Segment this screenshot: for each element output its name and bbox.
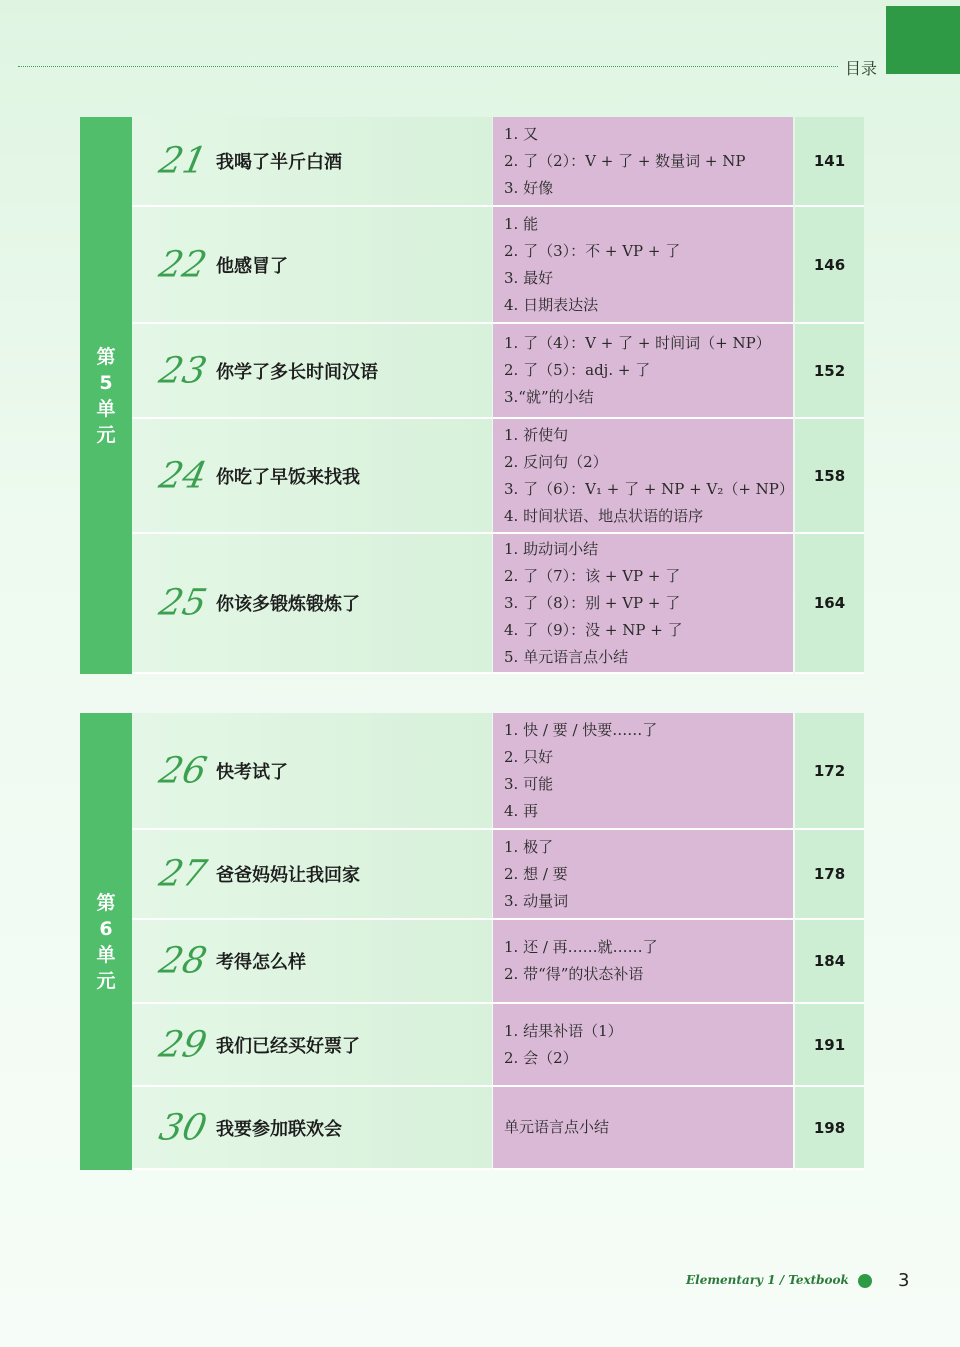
lesson-title-cell [132, 713, 492, 830]
corner-tab [886, 6, 960, 74]
page-number-cell[interactable]: 146 [795, 207, 864, 324]
unit-label-char: 6 [99, 917, 113, 940]
lesson-row-23[interactable] [132, 324, 864, 419]
lesson-row-24[interactable] [132, 419, 864, 534]
lesson-row-27[interactable] [132, 830, 864, 920]
lesson-number: 29 [155, 1024, 211, 1065]
grammar-point: 1. 能 [504, 214, 539, 233]
grammar-point: 2. 会（2） [504, 1048, 578, 1067]
unit-label-char: 第 [96, 345, 116, 368]
grammar-point: 2. 想 / 要 [504, 864, 568, 883]
lesson-row-26[interactable] [132, 713, 864, 830]
grammar-points-cell [493, 117, 793, 207]
grammar-points-cell [493, 419, 793, 534]
page-number-cell[interactable]: 198 [795, 1087, 864, 1170]
page-number-cell[interactable]: 158 [795, 419, 864, 534]
lesson-title[interactable]: 你该多锻炼锻炼了 [216, 594, 360, 615]
lesson-title-cell [132, 324, 492, 419]
lesson-row-22[interactable] [132, 207, 864, 324]
unit-5 [80, 117, 864, 674]
lesson-number: 27 [155, 853, 211, 895]
lesson-title-cell [132, 534, 492, 674]
lesson-title[interactable]: 你学了多长时间汉语 [216, 361, 378, 383]
grammar-point: 4. 日期表达法 [504, 295, 599, 314]
lesson-row-25[interactable] [132, 534, 864, 674]
grammar-point: 4. 时间状语、地点状语的语序 [504, 506, 704, 525]
unit-label-char: 元 [96, 969, 116, 992]
grammar-point: 4. 再 [504, 801, 539, 820]
grammar-point: 1. 极了 [504, 837, 554, 856]
grammar-point: 单元语言点小结 [504, 1118, 610, 1136]
grammar-point: 2. 反问句（2） [504, 452, 608, 471]
grammar-point: 1. 祈使句 [504, 425, 569, 444]
grammar-point: 2. 了（3）：不 + VP + 了 [504, 241, 681, 260]
unit-label-char: 单 [96, 397, 116, 420]
lesson-title-cell [132, 920, 492, 1004]
page-number-cell[interactable]: 178 [795, 830, 864, 920]
grammar-points-cell [493, 207, 793, 324]
grammar-point: 2. 了（5）：adj. + 了 [504, 361, 651, 379]
grammar-point: 1. 还 / 再……就……了 [504, 938, 658, 956]
lesson-row-30[interactable] [132, 1087, 864, 1170]
grammar-point: 3.“就”的小结 [504, 388, 594, 406]
grammar-points-cell [493, 1087, 793, 1170]
lesson-title[interactable]: 快考试了 [216, 761, 288, 783]
grammar-point: 2. 了（7）：该 + VP + 了 [504, 566, 681, 585]
grammar-point: 3. 了（6）：V₁ + 了 + NP + V₂（+ NP） [504, 479, 794, 498]
grammar-point: 1. 了（4）：V + 了 + 时间词（+ NP） [504, 334, 771, 352]
grammar-points-cell [493, 920, 793, 1004]
lesson-title-cell [132, 1087, 492, 1170]
grammar-point: 3. 可能 [504, 774, 554, 793]
lesson-title-cell [132, 830, 492, 920]
book-series-label: Elementary 1 / Textbook [686, 1273, 849, 1287]
grammar-point: 3. 动量词 [504, 891, 569, 910]
lesson-row-21[interactable] [132, 117, 864, 207]
grammar-point: 1. 结果补语（1） [504, 1021, 623, 1040]
lesson-title[interactable]: 我喝了半斤白酒 [216, 152, 342, 173]
page-number-cell[interactable]: 191 [795, 1004, 864, 1087]
page-title: 目录 [845, 59, 878, 78]
unit-label-char: 元 [96, 423, 116, 446]
grammar-point: 1. 助动词小结 [504, 539, 599, 558]
grammar-point: 2. 带“得”的状态补语 [504, 965, 644, 983]
lesson-title[interactable]: 爸爸妈妈让我回家 [216, 865, 360, 886]
lesson-title-cell [132, 207, 492, 324]
lesson-row-28[interactable] [132, 920, 864, 1004]
grammar-point: 3. 了（8）：别 + VP + 了 [504, 593, 681, 612]
lesson-title[interactable]: 考得怎么样 [216, 952, 306, 973]
lesson-number: 23 [155, 350, 211, 391]
lesson-title-cell [132, 419, 492, 534]
lesson-number: 21 [155, 140, 211, 182]
lesson-title[interactable]: 你吃了早饭来找我 [216, 466, 360, 488]
lesson-number: 26 [155, 750, 211, 791]
grammar-point: 2. 了（2）：V + 了 + 数量词 + NP [504, 151, 746, 170]
lesson-number: 24 [155, 455, 211, 496]
grammar-point: 1. 又 [504, 124, 539, 143]
grammar-point: 5. 单元语言点小结 [504, 647, 629, 666]
lesson-number: 22 [155, 244, 211, 285]
lesson-number: 25 [155, 582, 211, 624]
lesson-number: 30 [155, 1107, 211, 1148]
unit-label-char: 第 [96, 891, 116, 914]
unit-label-bar [80, 713, 132, 1170]
unit-label-char: 单 [96, 943, 116, 966]
lesson-row-29[interactable] [132, 1004, 864, 1087]
grammar-points-cell [493, 534, 793, 674]
lesson-title[interactable]: 他感冒了 [216, 255, 288, 277]
footer-dot-icon [858, 1274, 872, 1288]
lesson-title-cell [132, 117, 492, 207]
page-number-cell[interactable]: 152 [795, 324, 864, 419]
grammar-point: 3. 好像 [504, 178, 554, 197]
unit-label-char: 5 [99, 371, 113, 394]
grammar-points-cell [493, 713, 793, 830]
unit-6 [80, 713, 864, 1170]
lesson-title[interactable]: 我要参加联欢会 [216, 1118, 342, 1140]
lesson-title[interactable]: 我们已经买好票了 [216, 1035, 360, 1057]
grammar-points-cell [493, 1004, 793, 1087]
grammar-point: 2. 只好 [504, 747, 554, 766]
grammar-points-cell [493, 324, 793, 419]
grammar-points-cell [493, 830, 793, 920]
page-number-cell[interactable]: 184 [795, 920, 864, 1004]
grammar-point: 1. 快 / 要 / 快要……了 [504, 720, 658, 739]
unit-label-bar [80, 117, 132, 674]
page-number-cell[interactable]: 164 [795, 534, 864, 674]
page-number-cell[interactable]: 141 [795, 117, 864, 207]
lesson-number: 28 [155, 940, 211, 982]
page-number-cell[interactable]: 172 [795, 713, 864, 830]
grammar-point: 3. 最好 [504, 268, 554, 287]
page-number: 3 [898, 1270, 910, 1291]
lesson-title-cell [132, 1004, 492, 1087]
header-rule [18, 66, 838, 67]
grammar-point: 4. 了（9）：没 + NP + 了 [504, 620, 683, 639]
